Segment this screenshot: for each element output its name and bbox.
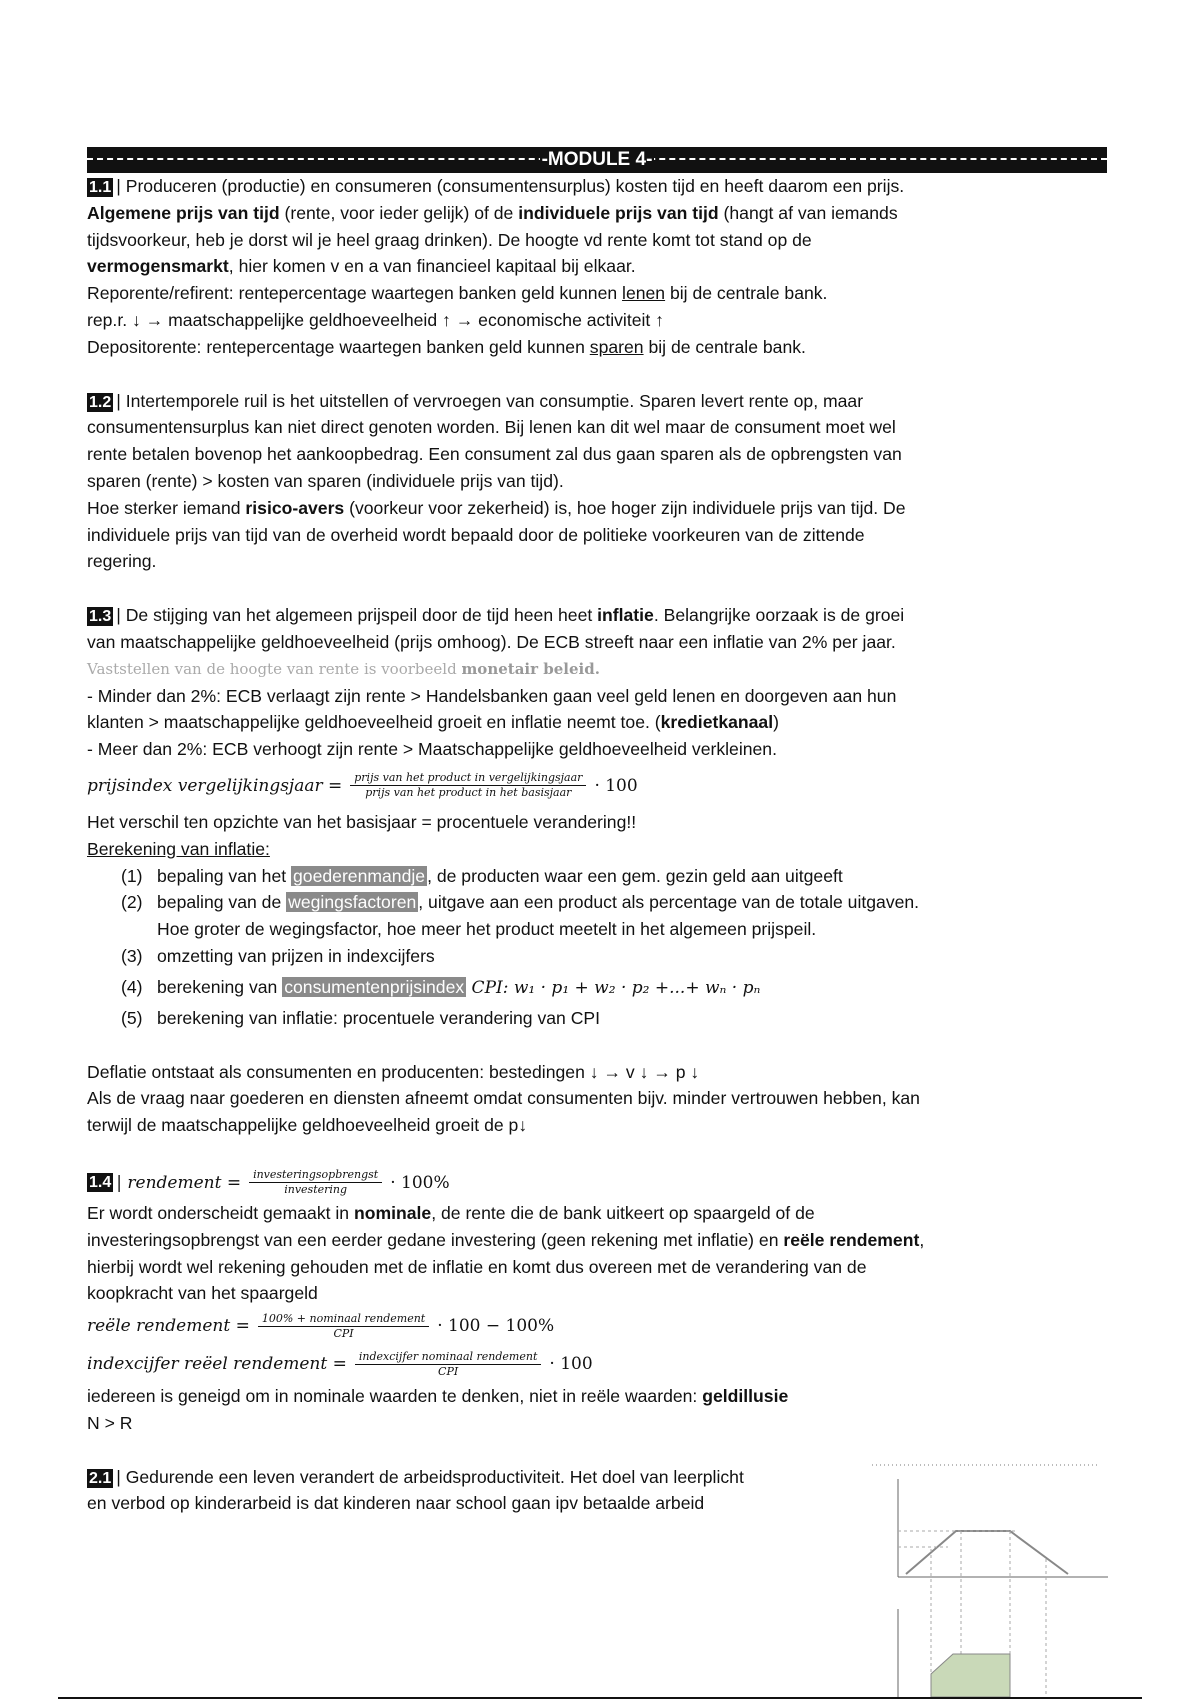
section-1-4-line-3: hierbij wordt wel rekening gehouden met de inflatie en komt dus overeen met de verandering van de (87, 1256, 867, 1277)
text: (voorkeur voor zekerheid) is, hoe hoger zijn individuele prijs van tijd. De (344, 497, 906, 518)
section-1-3-line-6: - Meer dan 2%: ECB verhoogt zijn rente > Maatschappelijke geldhoeveelheid verkleinen. (87, 739, 777, 760)
highlighted-term: goederenmandje (293, 865, 426, 886)
text: Reporente/refirent: rentepercentage waartegen banken geld kunnen (87, 283, 623, 304)
bold-term: monetair beleid. (461, 659, 600, 678)
section-tag: 1.2 (89, 393, 112, 411)
section-tag: 1.3 (89, 608, 112, 626)
formula-rhs: · 100 (549, 1353, 593, 1374)
section-1-2-line-5 (87, 495, 1047, 522)
text: Hoe sterker iemand (87, 497, 246, 518)
formula-lhs: | rendement = (116, 1172, 242, 1193)
text: , uitgave aan een product als percentage van de totale uitgaven. (418, 892, 920, 913)
section-1-3-line-11: Als de vraag naar goederen en diensten afneemt omdat consumenten bijv. minder vertrouwen hebben, kan (87, 1088, 920, 1109)
text: , (919, 1229, 925, 1250)
formula-reeel-rendement (87, 1307, 1047, 1345)
formula-rendement (87, 1166, 1047, 1200)
embedded-figure (868, 1459, 1110, 1697)
text: omzetting van prijzen in indexcijfers (157, 945, 435, 966)
list-item (87, 970, 1047, 1005)
formula-prijsindex (87, 763, 1047, 809)
section-1-2-line-6: individuele prijs van tijd van de overheid wordt bepaald door de politieke voorkeuren van de zittende (87, 524, 865, 545)
section-1-2-line-1 (87, 388, 1047, 415)
figure-productivity-line (906, 1531, 1068, 1574)
banner-title: -MODULE 4- (541, 149, 653, 170)
bold-term: inflatie (597, 605, 654, 626)
text: berekening van (157, 976, 283, 997)
section-1-2-line-2: consumentensurplus kan niet direct genoten worden. Bij lenen kan dit wel maar de consument moet wel (87, 417, 896, 438)
module-banner (87, 147, 1107, 173)
bold-term: reële rendement (783, 1229, 920, 1250)
list-item (87, 943, 1047, 970)
inflatie-heading: Berekening van inflatie: (87, 838, 270, 859)
highlighted-term: wegingsfactoren (288, 892, 417, 913)
section-1-2-line-4: sparen (rente) > kosten van sparen (individuele prijs van tijd). (87, 470, 564, 491)
list-item (87, 1005, 1047, 1032)
list-item (87, 863, 1047, 890)
formula-denominator: prijs van het product in het basisjaar (365, 786, 572, 800)
item-number: (5) (121, 1007, 143, 1028)
section-1-1-line-1 (87, 173, 1047, 200)
formula-numerator: indexcijfer nominaal rendement (355, 1350, 542, 1365)
formula-rhs: · 100 (594, 775, 638, 796)
text: | Produceren (productie) en consumeren (consumentensurplus) kosten tijd en heeft daarom een prijs. (116, 176, 905, 196)
list-item (87, 889, 1047, 916)
section-1-4-line-1 (87, 1200, 1047, 1227)
formula-indexcijfer-reeel (87, 1345, 1047, 1383)
text: ) (773, 712, 779, 733)
section-1-3-line-2: van maatschappelijke geldhoeveelheid (prijs omhoog). De ECB streeft naar een inflatie van 2% per jaar. (87, 631, 896, 652)
section-1-3-line-1 (87, 602, 1047, 629)
bold-term: nominale (353, 1202, 432, 1223)
formula-fraction (350, 771, 586, 800)
formula-fraction (249, 1168, 382, 1197)
bold-term: geldillusie (702, 1386, 789, 1407)
text: bij de centrale bank. (665, 283, 828, 304)
bold-term: risico-avers (245, 497, 345, 518)
gray-note (87, 656, 1047, 683)
text: | De stijging van het algemeen prijspeil door de tijd heen heet (116, 605, 598, 626)
text: bepaling van het (157, 865, 292, 886)
text: , de producten waar een gem. gezin geld aan uitgeeft (427, 865, 843, 886)
document-content (87, 147, 1047, 1517)
text: (hangt af van iemands (718, 202, 898, 223)
section-1-4-line-2 (87, 1227, 1047, 1254)
formula-rhs: · 100 − 100% (437, 1315, 555, 1336)
inflatie-steps-list (87, 863, 1047, 1032)
item-number: (3) (121, 945, 143, 966)
cpi-formula: CPI: w₁ · p₁ + w₂ · p₂ +...+ wₙ · pₙ (466, 977, 761, 998)
section-1-1-line-3: tijdsvoorkeur, heb je dorst wil je heel graag drinken). De hoogte vd rente komt tot stand op de (87, 229, 812, 250)
formula-lhs: indexcijfer reëel rendement = (87, 1353, 347, 1374)
section-tag: 2.1 (89, 1469, 112, 1487)
text: iedereen is geneigd om in nominale waarden te denken, niet in reële waarden: (87, 1386, 703, 1407)
section-1-2-line-7: regering. (87, 551, 157, 572)
text: | Gedurende een leven verandert de arbeidsproductiviteit. Het doel van leerplicht (116, 1466, 744, 1487)
underlined-term: sparen (589, 336, 644, 357)
formula-lhs: reële rendement = (87, 1315, 250, 1336)
section-1-3-line-12: terwijl de maatschappelijke geldhoeveelheid groeit de p↓ (87, 1115, 528, 1136)
text: (rente, voor ieder gelijk) of de (279, 202, 519, 223)
formula-denominator: investering (284, 1183, 348, 1197)
list-item-continuation (87, 916, 1047, 943)
section-2-1-line-2: en verbod op kinderarbeid is dat kinderen naar school gaan ipv betaalde arbeid (87, 1493, 705, 1514)
page-bottom-rule (58, 1697, 1142, 1699)
spacer (87, 1032, 1047, 1059)
text: bepaling van de (157, 892, 287, 913)
section-tag: 1.1 (89, 179, 112, 196)
bold-term: vermogensmarkt (87, 256, 229, 277)
formula-denominator: CPI (333, 1326, 354, 1340)
formula-numerator: prijs van het product in vergelijkingsjaar (350, 771, 586, 786)
formula-fraction (355, 1350, 542, 1379)
section-1-3-line-8: Het verschil ten opzichte van het basisjaar = procentuele verandering!! (87, 811, 637, 832)
text: berekening van inflatie: procentuele verandering van CPI (157, 1007, 601, 1028)
text: , hier komen v en a van financieel kapitaal bij elkaar. (228, 256, 636, 277)
spacer (87, 361, 1047, 388)
underlined-term: lenen (622, 283, 666, 304)
formula-fraction (258, 1312, 429, 1341)
spacer (87, 575, 1047, 602)
text: | Intertemporele ruil is het uitstellen of vervroegen van consumptie. Sparen levert rente op, maar (116, 390, 864, 411)
section-tag: 1.4 (89, 1174, 112, 1192)
section-1-4-line-6: N > R (87, 1412, 133, 1433)
formula-numerator: investeringsopbrengst (249, 1168, 382, 1183)
text: , de rente die de bank uitkeert op spaargeld of de (431, 1202, 815, 1223)
section-1-4-line-5 (87, 1383, 1047, 1410)
spacer (87, 1139, 1047, 1166)
item-number: (2) (121, 892, 143, 913)
section-1-1-line-5 (87, 280, 1047, 307)
bold-term: individuele prijs van tijd (518, 202, 719, 223)
text: bij de centrale bank. (643, 336, 806, 357)
formula-denominator: CPI (438, 1364, 459, 1378)
text: klanten > maatschappelijke geldhoeveelheid groeit en inflatie neemt toe. ( (87, 712, 661, 733)
figure-green-area (931, 1654, 1010, 1697)
bold-term: Algemene prijs van tijd (87, 202, 280, 223)
section-1-1-line-7 (87, 334, 1047, 361)
section-1-4-line-4: koopkracht van het spaargeld (87, 1283, 318, 1304)
section-1-1-line-6: rep.r. ↓ → maatschappelijke geldhoeveelheid ↑ → economische activiteit ↑ (87, 309, 664, 330)
text: Depositorente: rentepercentage waartegen banken geld kunnen (87, 336, 590, 357)
text: Hoe groter de wegingsfactor, hoe meer het product meetelt in het algemeen prijspeil. (157, 919, 817, 940)
item-number: (4) (121, 976, 143, 997)
text: Er wordt onderscheidt gemaakt in (87, 1202, 354, 1223)
highlighted-term: consumentenprijsindex (284, 976, 465, 997)
item-number: (1) (121, 865, 143, 886)
section-1-3-line-10: Deflatie ontstaat als consumenten en producenten: bestedingen ↓ → v ↓ → p ↓ (87, 1061, 700, 1082)
bold-term: kredietkanaal (660, 712, 774, 733)
text: investeringsopbrengst van een eerder gedane investering (geen rekening met inflatie) en (87, 1229, 784, 1250)
formula-numerator: 100% + nominaal rendement (258, 1312, 429, 1327)
text: . Belangrijke oorzaak is de groei (653, 605, 905, 626)
section-1-1-line-2 (87, 200, 1047, 227)
section-1-1-line-4 (87, 253, 1047, 280)
section-1-3-line-4: - Minder dan 2%: ECB verlaagt zijn rente > Handelsbanken gaan veel geld lenen en doorgeven aan hun (87, 685, 897, 706)
section-1-3-line-5 (87, 709, 1047, 736)
formula-lhs: prijsindex vergelijkingsjaar = (87, 775, 343, 796)
text: Vaststellen van de hoogte van rente is voorbeeld (87, 659, 462, 678)
formula-rhs: · 100% (390, 1172, 450, 1193)
section-1-2-line-3: rente betalen bovenop het aankoopbedrag. Een consument zal dus gaan sparen als de opbrengsten van (87, 444, 902, 465)
